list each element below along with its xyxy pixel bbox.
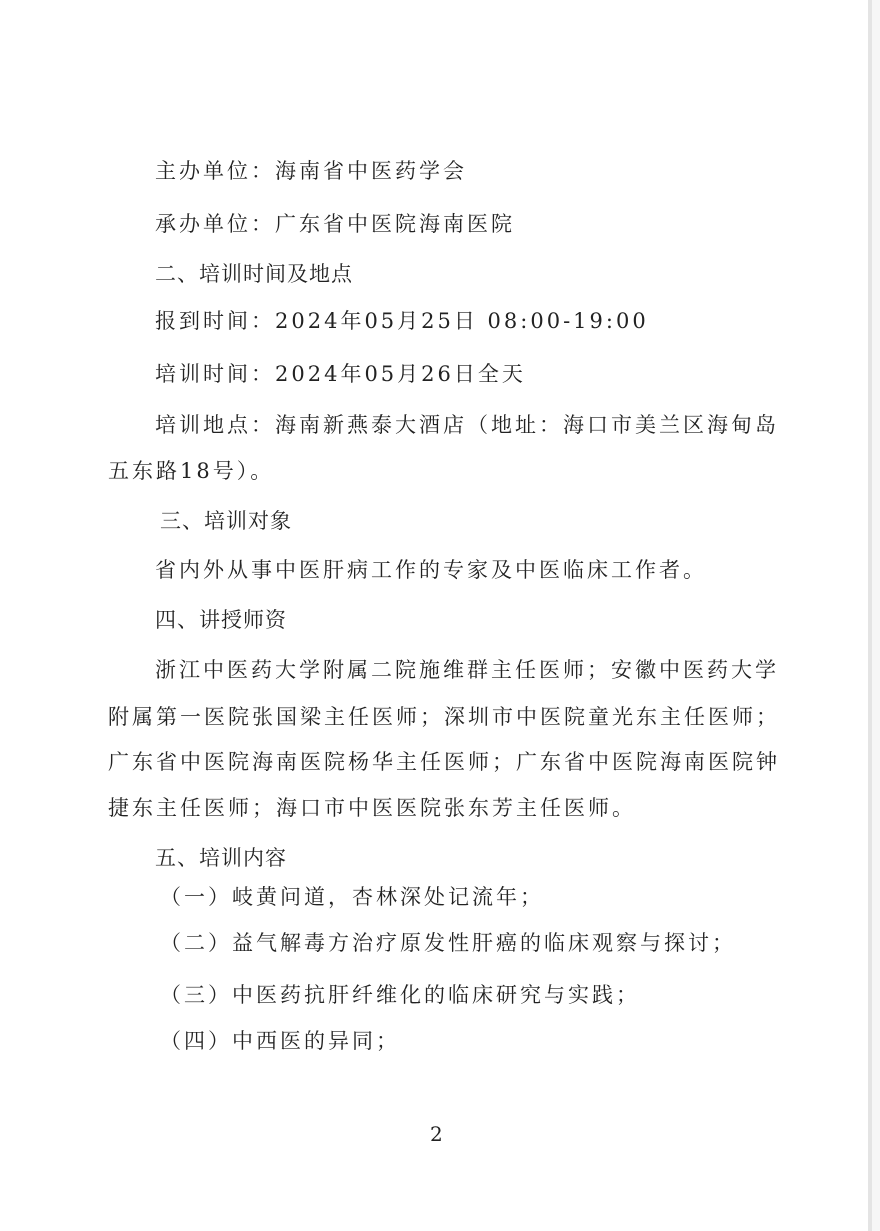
- instructors-line-4: 捷东主任医师；海口市中医医院张东芳主任医师。: [108, 796, 636, 820]
- training-location-line-continued: 五东路18号）。: [108, 459, 275, 483]
- training-location-line: 培训地点：海南新燕泰大酒店（地址：海口市美兰区海甸岛: [155, 413, 779, 437]
- section-heading-time-place: 二、培训时间及地点: [155, 262, 353, 286]
- training-time-line: 培训时间：2024年05月26日全天: [155, 362, 526, 386]
- instructors-line-1: 浙江中医药大学附属二院施维群主任医师；安徽中医药大学: [155, 658, 779, 682]
- co-organizer-line: 承办单位：广东省中医院海南医院: [155, 212, 515, 236]
- section-heading-instructors: 四、讲授师资: [155, 608, 287, 632]
- audience-line: 省内外从事中医肝病工作的专家及中医临床工作者。: [155, 558, 707, 582]
- organizer-line: 主办单位：海南省中医药学会: [155, 159, 467, 183]
- registration-time-line: 报到时间：2024年05月25日 08:00-19:00: [155, 309, 649, 333]
- viewer-background: [872, 0, 880, 1231]
- instructors-line-3: 广东省中医院海南医院杨华主任医师；广东省中医院海南医院钟: [108, 750, 780, 774]
- content-item-1: （一）岐黄问道，杏林深处记流年；: [160, 885, 544, 909]
- content-item-3: （三）中医药抗肝纤维化的临床研究与实践；: [160, 983, 640, 1007]
- section-heading-audience: 三、培训对象: [160, 509, 292, 533]
- instructors-line-2: 附属第一医院张国梁主任医师；深圳市中医院童光东主任医师；: [108, 705, 780, 729]
- content-item-2: （二）益气解毒方治疗原发性肝癌的临床观察与探讨；: [160, 931, 736, 955]
- section-heading-content: 五、培训内容: [155, 846, 287, 870]
- page-number: 2: [430, 1122, 443, 1146]
- content-item-4: （四）中西医的异同；: [160, 1029, 400, 1053]
